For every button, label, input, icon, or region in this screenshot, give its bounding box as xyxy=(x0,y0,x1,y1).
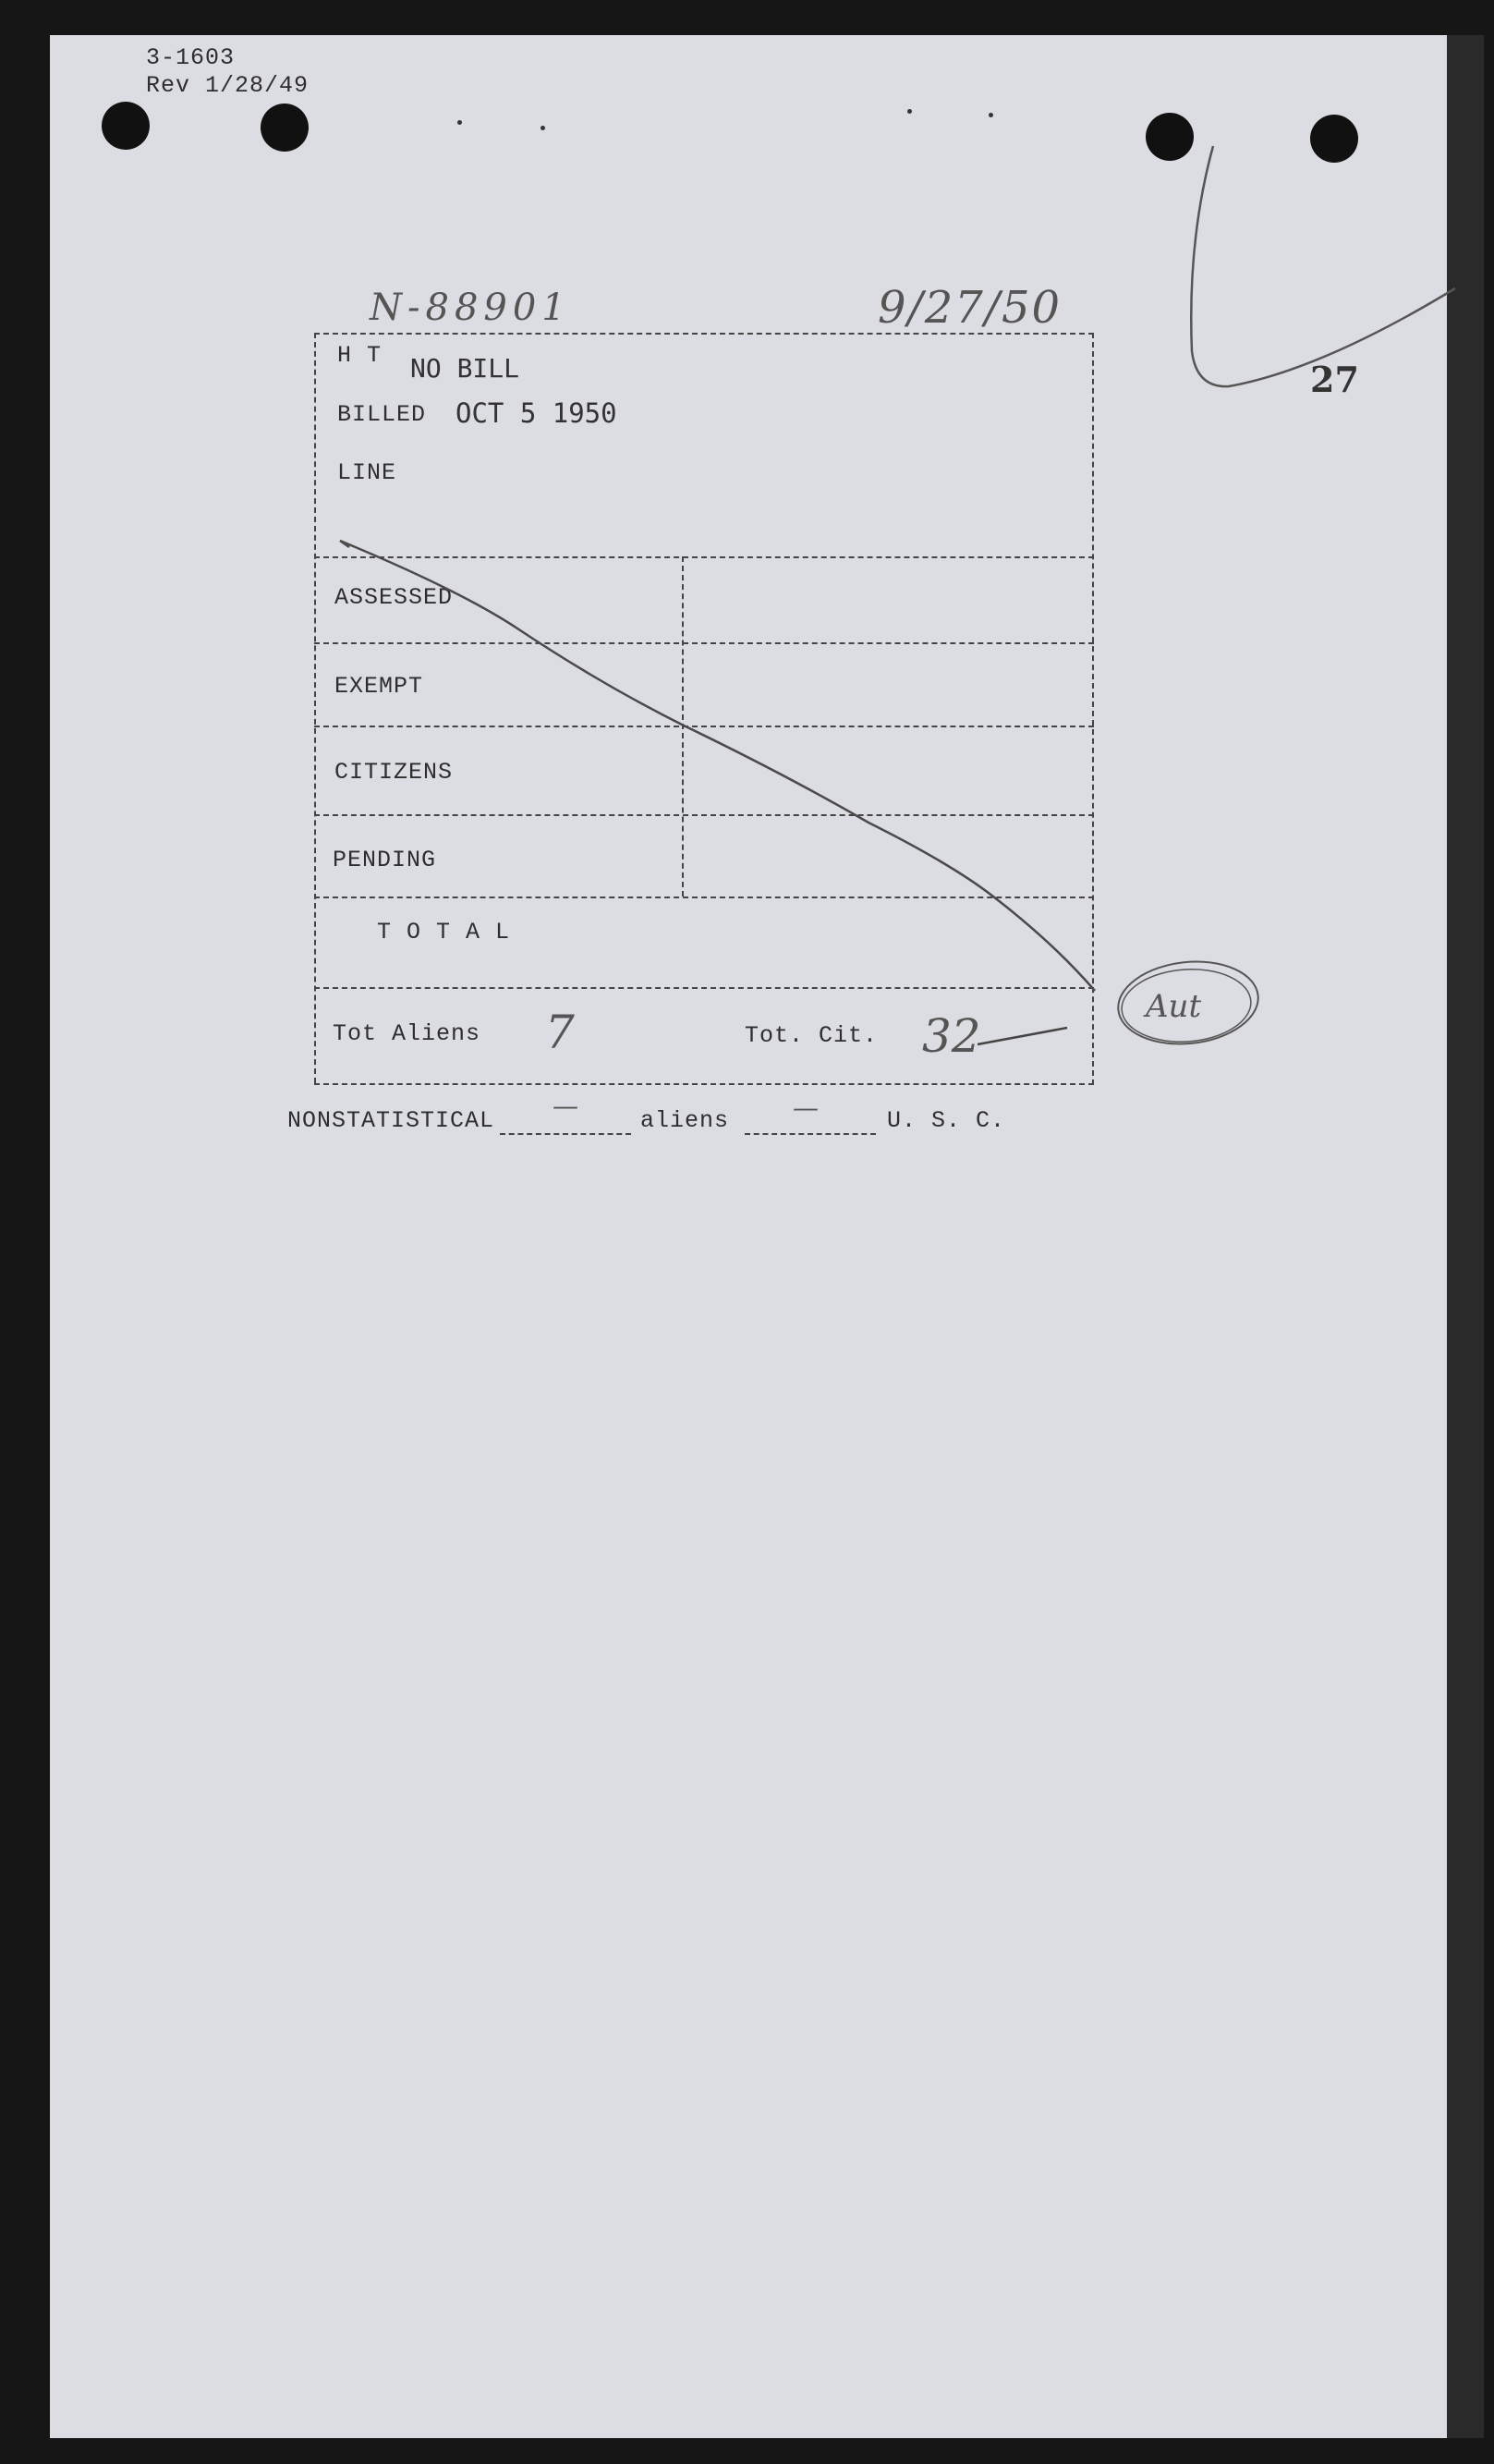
ht-label: H T xyxy=(337,342,383,369)
file-number: N-88901 xyxy=(370,287,571,329)
page-number: 27 xyxy=(1310,359,1359,400)
tot-cit-underline xyxy=(978,1028,1067,1044)
billed-label: BILLED xyxy=(337,401,427,428)
aliens-label: aliens xyxy=(640,1107,730,1134)
tot-cit-label: Tot. Cit. xyxy=(745,1022,879,1049)
form-revision: Rev 1/28/49 xyxy=(146,72,310,99)
tot-aliens-label: Tot Aliens xyxy=(333,1020,481,1047)
row-label-exempt: EXEMPT xyxy=(334,673,424,700)
line-label: LINE xyxy=(337,459,397,486)
initials: Aut xyxy=(1146,988,1202,1025)
row-label-assessed: ASSESSED xyxy=(334,584,454,611)
tot-aliens-value: 7 xyxy=(545,1006,575,1059)
nonstat-usc-value: — xyxy=(793,1092,819,1123)
usc-label: U. S. C. xyxy=(887,1107,1006,1134)
check-mark-icon xyxy=(1191,146,1455,386)
row-label-citizens: CITIZENS xyxy=(334,759,454,786)
nonstatistical-label: NONSTATISTICAL xyxy=(287,1107,495,1134)
tot-cit-value: 32 xyxy=(922,1009,981,1063)
strike-line xyxy=(340,541,1095,991)
date-handwritten: 9/27/50 xyxy=(878,282,1063,334)
billed-stamp: OCT 5 1950 xyxy=(455,397,617,429)
nonstat-aliens-value: — xyxy=(553,1091,578,1121)
ht-stamp: NO BILL xyxy=(410,353,520,384)
form-number: 3-1603 xyxy=(146,44,236,71)
row-label-pending: PENDING xyxy=(333,847,437,873)
total-label: T O T A L xyxy=(377,919,511,945)
